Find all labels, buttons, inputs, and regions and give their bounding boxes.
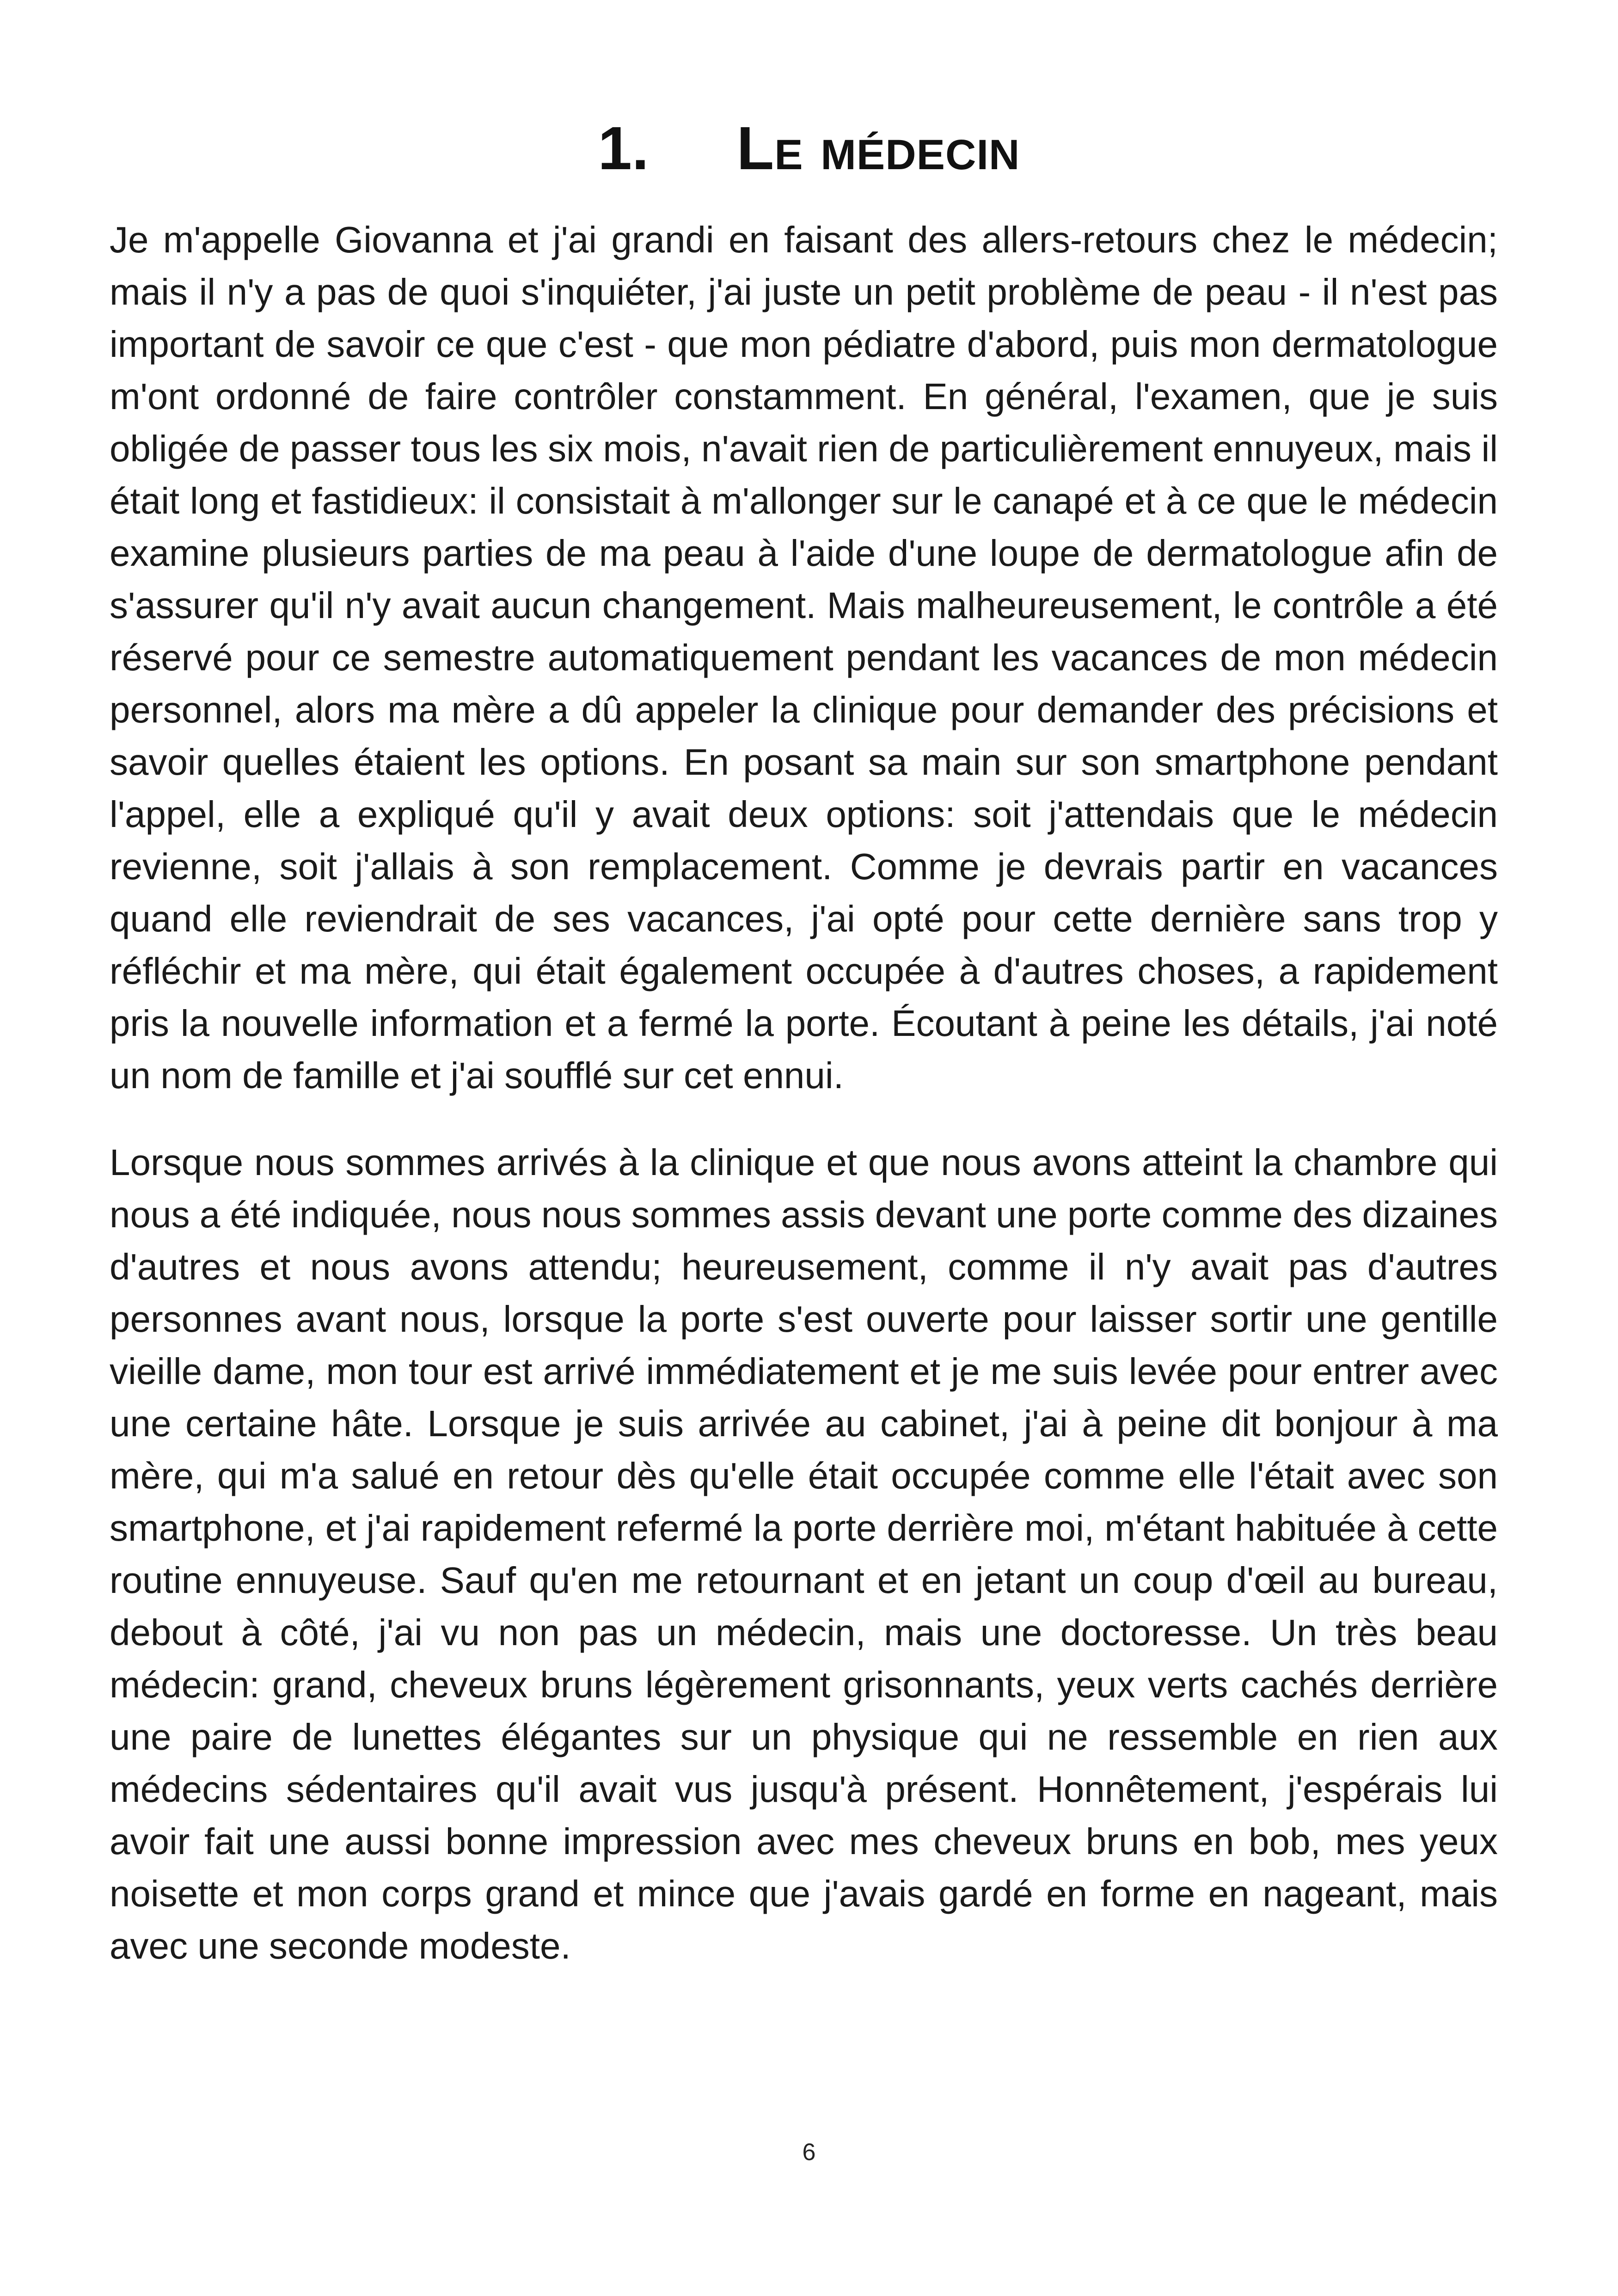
paragraph: Je m'appelle Giovanna et j'ai grandi en faisant des allers-retours chez le médecin; mais il n'y a pas de quoi s'inquiéter, j'ai juste un petit problème de peau - il n'est pas important de savoir ce que c'est - que mon pédiatre d'abord, puis mon dermatologue m'ont ordonné de faire contrôler constamment. En général, l'examen, que je suis obligée de passer tous les six mois, n'avait rien de particulièrement ennuyeux, mais il était long et fastidieux: il consistait à m'allonger sur le canapé et à ce que le médecin examine plusieurs parties de ma peau à l'aide d'une loupe de dermatologue afin de s'assurer qu'il n'y avait aucun changement. Mais malheureusement, le contrôle a été réservé pour ce semestre automatiquement pendant les vacances de mon médecin personnel, alors ma mère a dû appeler la clinique pour demander des précisions et savoir quelles étaient les options. En posant sa main sur son smartphone pendant l'appel, elle a expliqué qu'il y avait deux options: soit j'attendais que le médecin revienne, soit j'allais à son remplacement. Comme je devrais partir en vacances quand elle reviendrait de ses vacances, j'ai opté pour cette dernière sans trop y réfléchir et ma mère, qui était également occupée à d'autres choses, a rapidement pris la nouvelle information et a fermé la porte. Écoutant à peine les détails, j'ai noté un nom de famille et j'ai soufflé sur cet ennui. (110, 219, 1498, 1096)
paragraph: Lorsque nous sommes arrivés à la clinique et que nous avons atteint la chambre qui nous a été indiquée, nous nous sommes assis devant une porte comme des dizaines d'autres et nous avons attendu; heureusement, comme il n'y avait pas d'autres personnes avant nous, lorsque la porte s'est ouverte pour laisser sortir une gentille vieille dame, mon tour est arrivé immédiatement et je me suis levée pour entrer avec une certaine hâte. Lorsque je suis arrivée au cabinet, j'ai à peine dit bonjour à ma mère, qui m'a salué en retour dès qu'elle était occupée comme elle l'était avec son smartphone, et j'ai rapidement refermé la porte derrière moi, m'étant habituée à cette routine ennuyeuse. Sauf qu'en me retournant et en jetant un coup d'œil au bureau, debout à côté, j'ai vu non pas un médecin, mais une doctoresse. Un très beau médecin: grand, cheveux bruns légèrement grisonnants, yeux verts cachés derrière une paire de lunettes élégantes sur un physique qui ne ressemble en rien aux médecins sédentaires qu'il avait vus jusqu'à présent. Honnêtement, j'espérais lui avoir fait une aussi bonne impression avec mes cheveux bruns en bob, mes yeux noisette et mon corps grand et mince que j'avais gardé en forme en nageant, mais avec une seconde modeste. (110, 1142, 1498, 1966)
page-number: 6 (802, 2139, 816, 2166)
chapter-heading (0, 114, 1618, 182)
body-text (110, 214, 1498, 1972)
chapter-number: 1. (598, 114, 649, 182)
chapter-title: Le médecin (736, 114, 1020, 182)
